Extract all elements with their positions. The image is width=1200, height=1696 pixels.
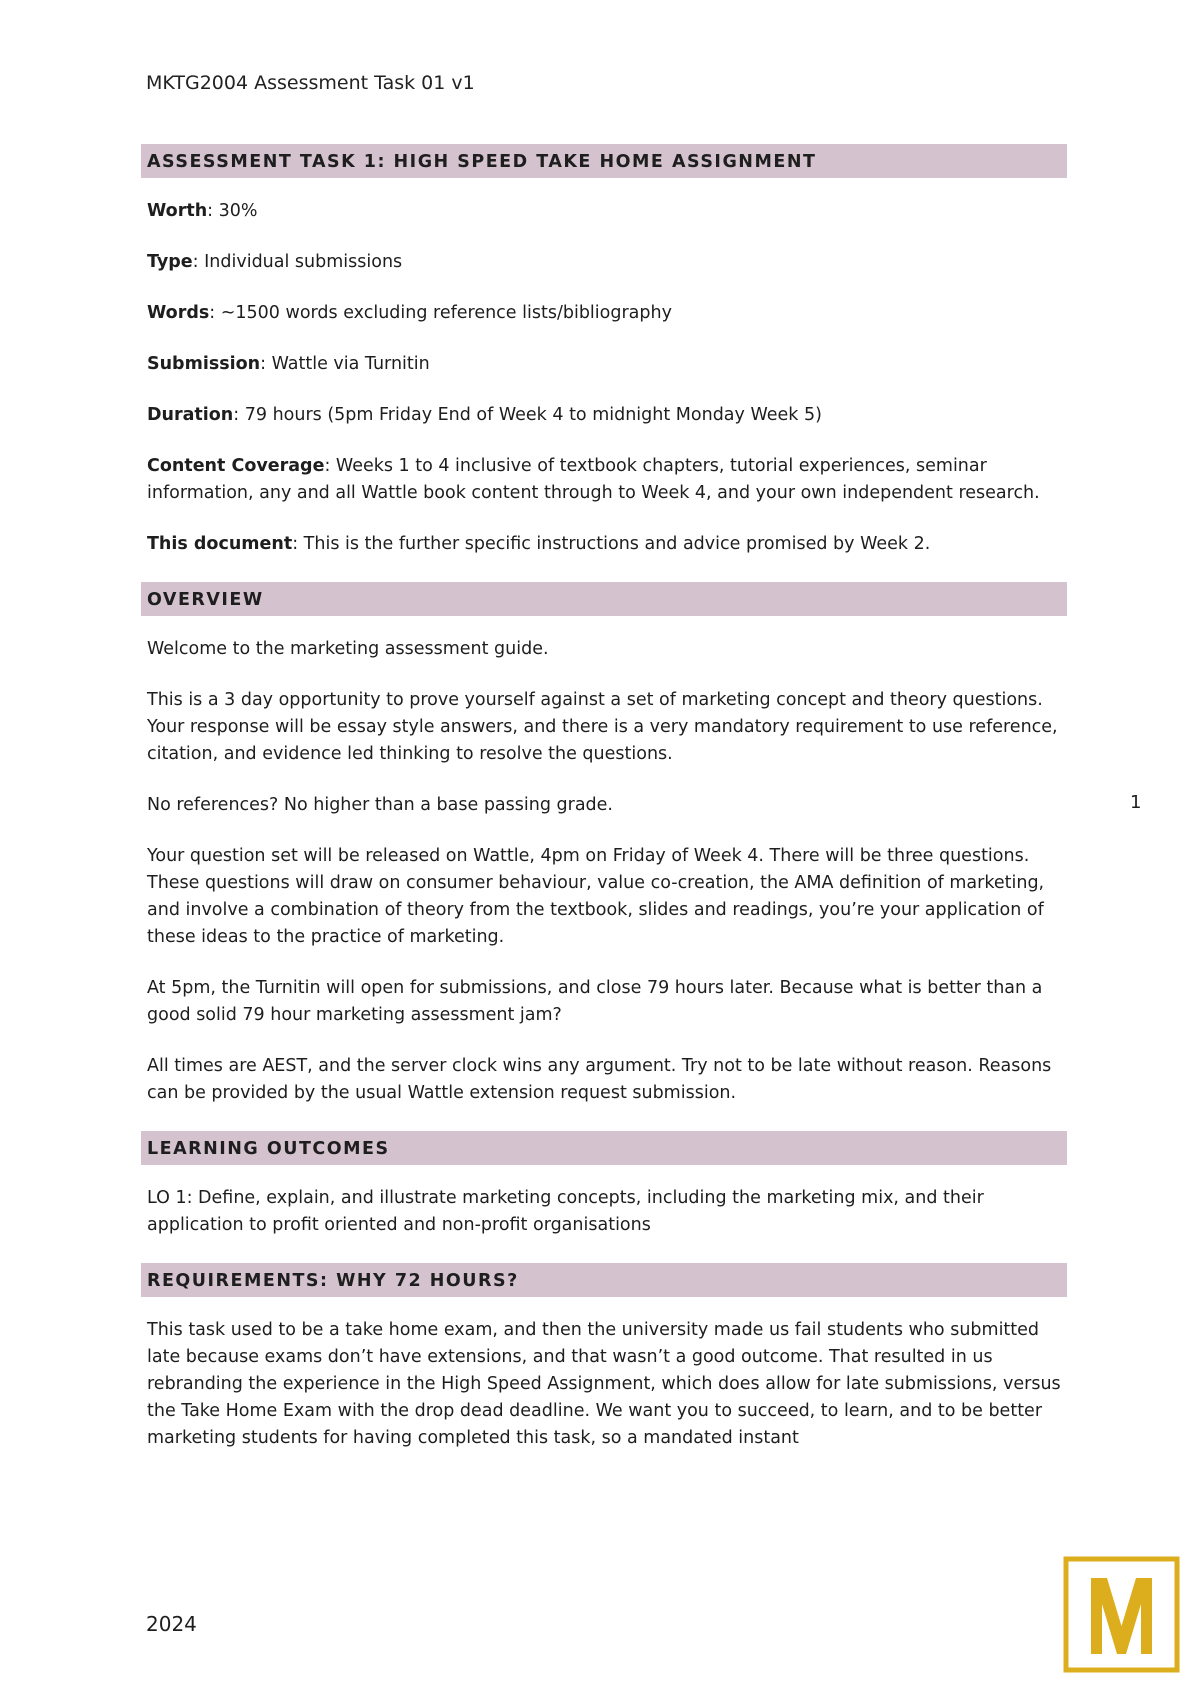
field-label: Type	[147, 252, 193, 272]
field-label: Content Coverage	[147, 456, 325, 476]
overview-paragraph: Welcome to the marketing assessment guide.	[147, 639, 549, 659]
field-duration	[147, 402, 1067, 429]
page-number: 1	[1130, 792, 1142, 813]
document-header: MKTG2004 Assessment Task 01 v1	[146, 72, 475, 94]
field-value: : 79 hours (5pm Friday End of Week 4 to midnight Monday Week 5)	[233, 405, 822, 425]
university-m-logo-icon	[1063, 1556, 1180, 1673]
field-value: : Individual submissions	[192, 252, 403, 272]
field-this-document	[147, 531, 1067, 558]
field-label: This document	[147, 534, 293, 554]
field-content-coverage	[147, 453, 1067, 507]
requirements-paragraph: This task used to be a take home exam, and then the university made us fail students who submitted late because exams don’t have extensions, and that wasn’t a good outcome. That resulted in us rebranding the experience in the High Speed Assignment, which does allow for late submissions, versus the Take Home Exam with the drop dead deadline. We want you to succeed, to learn, and to be better marketing students for having completed this task, so a mandated instant	[147, 1320, 1061, 1448]
field-value: : ~1500 words excluding reference lists/bibliography	[209, 303, 672, 323]
field-worth	[147, 198, 1067, 225]
overview-paragraph: Your question set will be released on Wattle, 4pm on Friday of Week 4. There will be three questions. These questions will draw on consumer behaviour, value co-creation, the AMA definition of marketing, and involve a combination of theory from the textbook, slides and readings, you’re your application of these ideas to the practice of marketing.	[147, 846, 1045, 947]
logo-letter-m	[1091, 1578, 1152, 1654]
field-value: : 30%	[207, 201, 258, 221]
overview-paragraph: All times are AEST, and the server clock wins any argument. Try not to be late without reason. Reasons can be provided by the usual Wattle extension request submission.	[147, 1056, 1052, 1103]
field-value: : This is the further specific instructions and advice promised by Week 2.	[292, 534, 931, 554]
document-body	[141, 144, 1067, 1452]
section-heading-task: ASSESSMENT TASK 1: HIGH SPEED TAKE HOME ASSIGNMENT	[141, 144, 1067, 178]
overview-paragraph: This is a 3 day opportunity to prove yourself against a set of marketing concept and theory questions. Your response will be essay style answers, and there is a very mandatory requirement to use reference, citation, and evidence led thinking to resolve the questions.	[147, 690, 1058, 764]
footer-year: 2024	[146, 1612, 197, 1636]
field-words	[147, 300, 1067, 327]
field-value: : Wattle via Turnitin	[260, 354, 430, 374]
field-label: Worth	[147, 201, 208, 221]
field-submission	[147, 351, 1067, 378]
section-heading-requirements: REQUIREMENTS: WHY 72 HOURS?	[141, 1263, 1067, 1297]
field-label: Words	[147, 303, 210, 323]
field-type	[147, 249, 1067, 276]
section-heading-learning-outcomes: LEARNING OUTCOMES	[141, 1131, 1067, 1165]
section-heading-overview: OVERVIEW	[141, 582, 1067, 616]
overview-paragraph: At 5pm, the Turnitin will open for submissions, and close 79 hours later. Because what is better than a good solid 79 hour marketing assessment jam?	[147, 978, 1043, 1025]
learning-outcome-item: LO 1: Define, explain, and illustrate marketing concepts, including the marketing mix, and their application to profit oriented and non-profit organisations	[147, 1188, 984, 1235]
overview-paragraph: No references? No higher than a base passing grade.	[147, 795, 613, 815]
field-label: Submission	[147, 354, 261, 374]
field-label: Duration	[147, 405, 234, 425]
field-value: : Weeks 1 to 4 inclusive of textbook chapters, tutorial experiences, seminar information, any and all Wattle book content through to Week 4, and your own independent research.	[147, 456, 1040, 503]
